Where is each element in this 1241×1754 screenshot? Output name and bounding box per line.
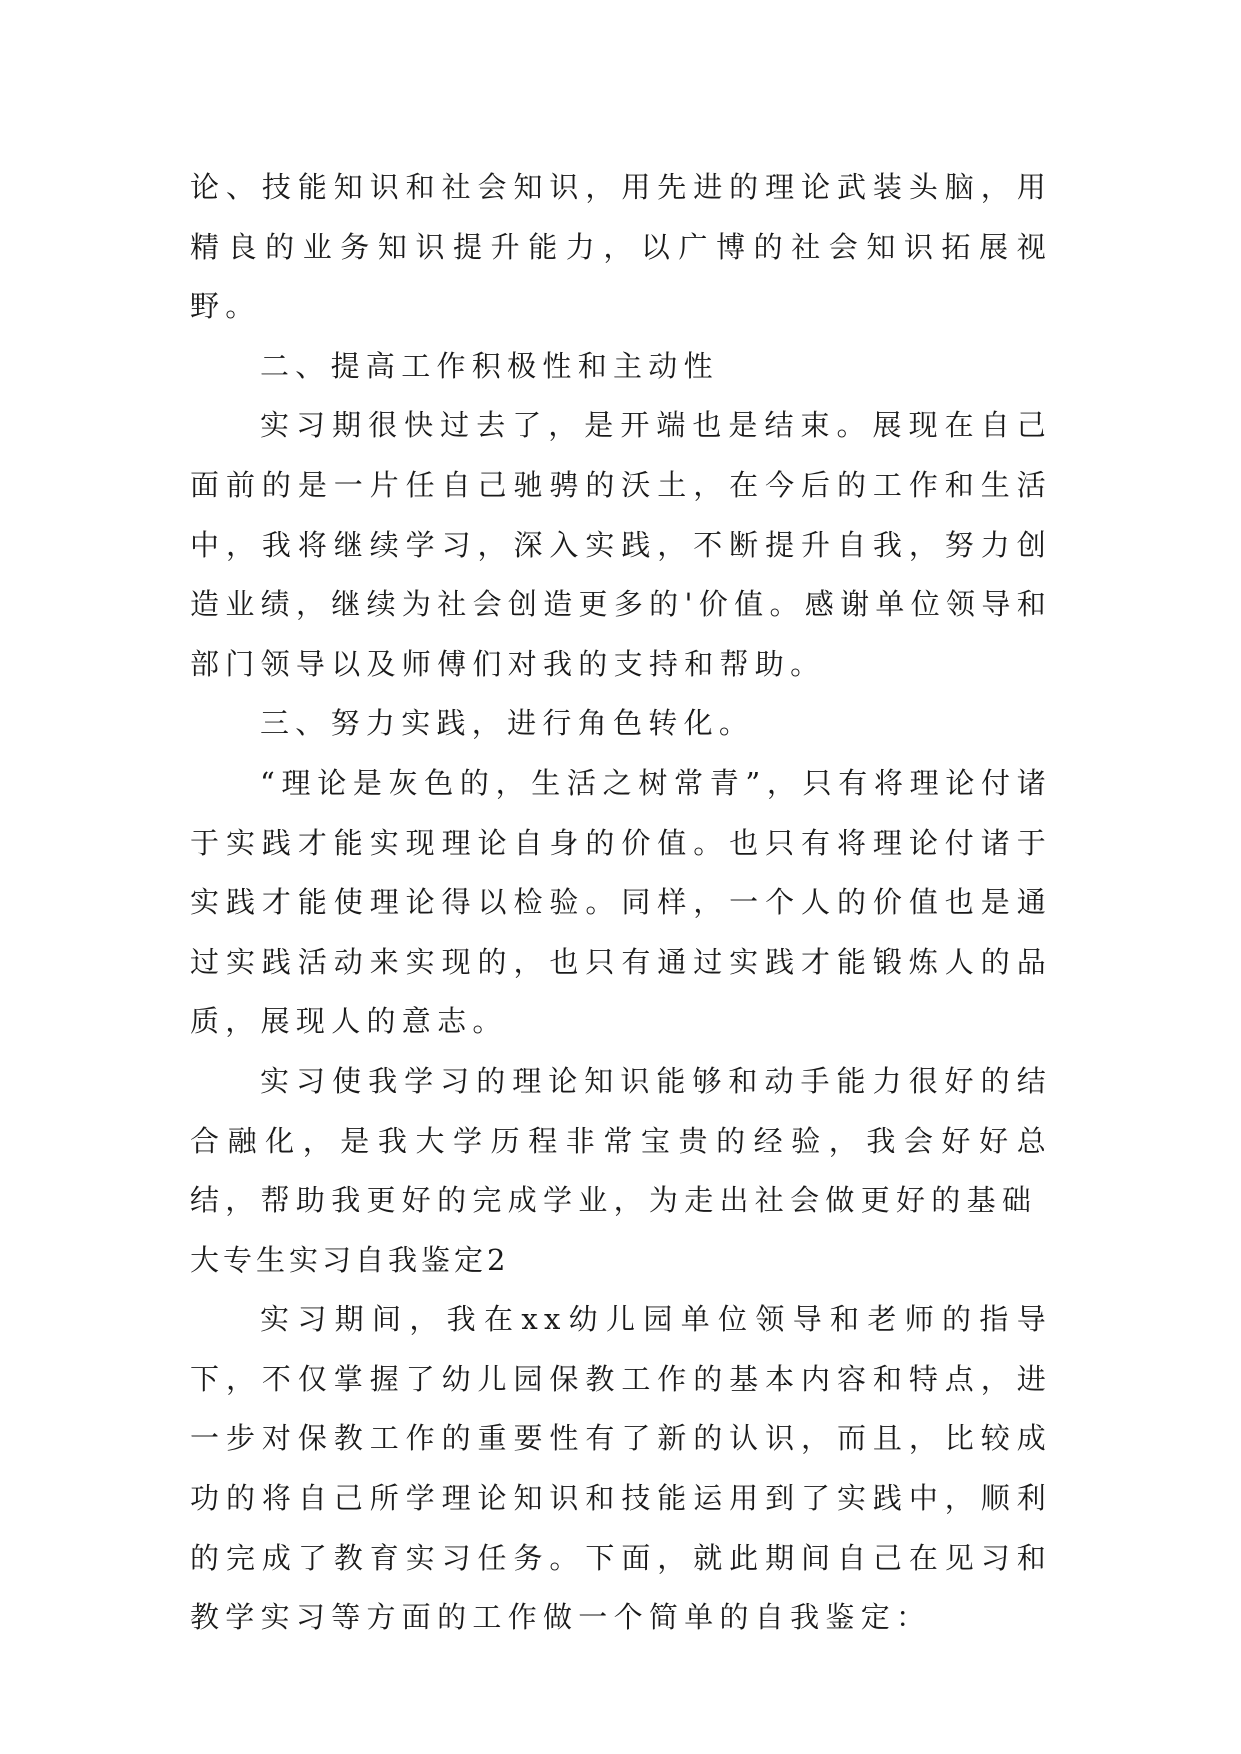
paragraph-continuation: 论、技能知识和社会知识，用先进的理论武装头脑，用精良的业务知识提升能力，以广博的社会知识拓展视野。 bbox=[190, 170, 1052, 324]
paragraph-theory-practice: “理论是灰色的，生活之树常青”，只有将理论付诸于实践才能实现理论自身的价值。也只有将理论付诸于实践才能使理论得以检验。同样，一个人的价值也是通过实践活动来实现的，也只有通过实践才能锻炼人的品质，展现人的意志。 bbox=[190, 765, 1052, 1039]
document-body bbox=[190, 158, 1052, 1648]
section-heading-three: 三、努力实践，进行角色转化。 bbox=[260, 706, 755, 741]
paragraph-kindergarten-intro: 实习期间，我在xx幼儿园单位领导和老师的指导下，不仅掌握了幼儿园保教工作的基本内容和特点，进一步对保教工作的重要性有了新的认识，而且，比较成功的将自己所学理论知识和技能运用到了实践中，顺利的完成了教育实习任务。下面，就此期间自己在见习和教学实习等方面的工作做一个简单的自我鉴定： bbox=[190, 1302, 1052, 1635]
document-section-title: 大专生实习自我鉴定2 bbox=[190, 1242, 510, 1277]
section-heading-two: 二、提高工作积极性和主动性 bbox=[260, 348, 719, 383]
paragraph-summary: 实习使我学习的理论知识能够和动手能力很好的结合融化，是我大学历程非常宝贵的经验，我会好好总结，帮助我更好的完成学业，为走出社会做更好的基础 bbox=[190, 1063, 1052, 1218]
paragraph-internship-end: 实习期很快过去了，是开端也是结束。展现在自己面前的是一片任自己驰骋的沃土，在今后的工作和生活中，我将继续学习，深入实践，不断提升自我，努力创造业绩，继续为社会创造更多的'价值。感谢单位领导和部门领导以及师傅们对我的支持和帮助。 bbox=[190, 408, 1052, 681]
